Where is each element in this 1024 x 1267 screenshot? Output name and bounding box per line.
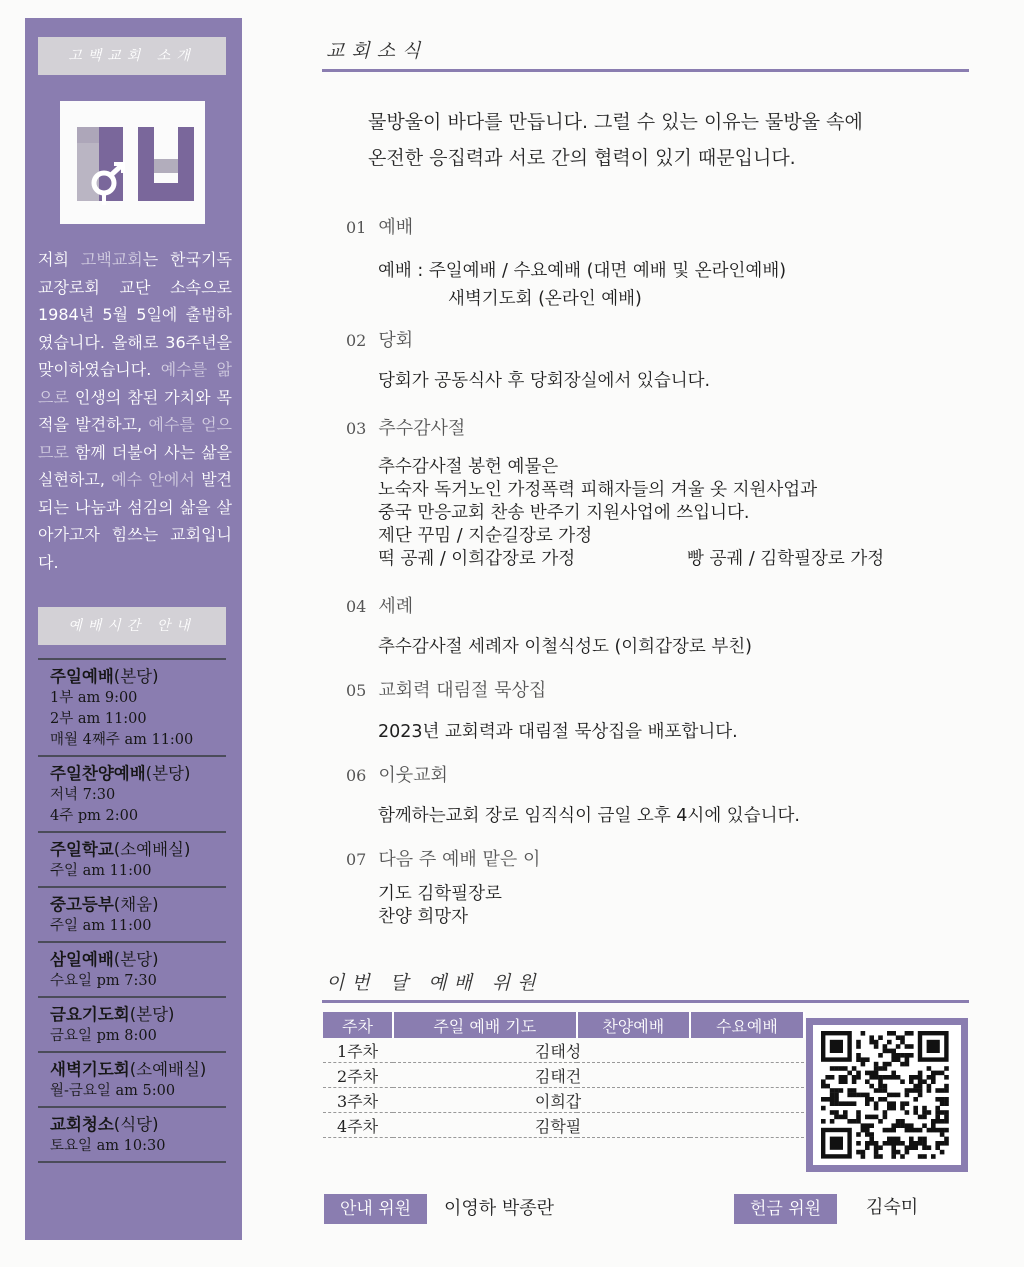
news-item-body bbox=[378, 802, 800, 830]
schedule-item-title bbox=[50, 894, 226, 916]
news-item-title: 세례 bbox=[378, 596, 414, 617]
schedule-item bbox=[38, 658, 226, 755]
news-item-number: 07 bbox=[346, 850, 367, 869]
news-item-number: 04 bbox=[346, 597, 367, 616]
qr-code-icon[interactable] bbox=[813, 1025, 961, 1165]
schedule-item-time: 토요일 am 10:30 bbox=[50, 1138, 166, 1154]
news-item-line: 찬양 희망자 bbox=[378, 907, 469, 927]
schedule-item bbox=[38, 941, 226, 996]
news-item-number: 01 bbox=[346, 218, 367, 237]
news-item-number: 02 bbox=[346, 331, 367, 350]
news-item-title: 예배 bbox=[378, 217, 414, 238]
news-item-title: 이웃교회 bbox=[378, 765, 448, 786]
news-item-title: 다음 주 예배 맡은 이 bbox=[378, 849, 541, 870]
table-row bbox=[323, 1038, 804, 1063]
news-item-line: 추수감사절 봉헌 예물은 bbox=[378, 457, 559, 477]
sidebar bbox=[25, 18, 242, 1240]
news-item-number: 06 bbox=[346, 766, 367, 785]
table-row bbox=[323, 1063, 804, 1088]
schedule-item-place: (채움) bbox=[113, 895, 159, 914]
schedule-item-time: 4주 pm 2:00 bbox=[50, 808, 139, 824]
offering-label: 헌금 위원 bbox=[734, 1194, 837, 1224]
schedule-item-name: 중고등부 bbox=[50, 895, 114, 914]
news-item-line: 중국 만응교회 찬송 반주기 지원사업에 쓰입니다. bbox=[378, 503, 750, 523]
schedule-heading: 예배시간 안내 bbox=[38, 607, 226, 645]
guide-label: 안내 위원 bbox=[324, 1194, 427, 1224]
schedule-item bbox=[38, 1106, 226, 1161]
news-item-line: 새벽기도회 (온라인 예배) bbox=[448, 289, 642, 309]
schedule-item-place: (본당) bbox=[113, 667, 159, 686]
news-item-body bbox=[378, 367, 710, 395]
news-item-number: 03 bbox=[346, 419, 367, 438]
schedule-item-place: (소예배실) bbox=[129, 1060, 207, 1079]
church-intro-text bbox=[38, 246, 232, 576]
news-item-heading bbox=[346, 592, 413, 618]
news-item-title: 교회력 대림절 묵상집 bbox=[378, 680, 547, 701]
news-title: 교회소식 bbox=[326, 40, 428, 62]
news-item-line: 제단 꾸밈 / 지순길장로 가정 bbox=[378, 526, 593, 546]
prayer-cell: 김학필 bbox=[393, 1113, 804, 1138]
schedule-item-time: 주일 am 11:00 bbox=[50, 918, 152, 934]
schedule-item-title bbox=[50, 1114, 226, 1136]
schedule-item bbox=[38, 831, 226, 886]
duty-title: 이번 달 예배 위원 bbox=[326, 972, 543, 994]
col-sunday-prayer: 주일 예배 기도 bbox=[393, 1012, 577, 1038]
schedule-item-place: (본당) bbox=[145, 764, 191, 783]
worship-schedule bbox=[38, 658, 226, 1163]
schedule-item-time: 수요일 pm 7:30 bbox=[50, 973, 157, 989]
intro-text: 는 한국기독교장로회 교단 소속으로 1984년 5월 5일에 출범하였습니다. 올해로 36주년을 맞이하였습니다. bbox=[38, 250, 232, 379]
news-item-title: 당회 bbox=[378, 330, 414, 351]
intro-heading: 고백교회 소개 bbox=[38, 37, 226, 75]
intro-text: 저희 bbox=[38, 250, 81, 269]
schedule-item-name: 금요기도회 bbox=[50, 1005, 130, 1024]
news-item-heading bbox=[346, 761, 448, 787]
schedule-item-time: 1부 am 9:00 bbox=[50, 690, 138, 706]
schedule-item-name: 삼일예배 bbox=[50, 950, 114, 969]
offering-names: 김숙미 bbox=[866, 1197, 919, 1218]
schedule-item-place: (식당) bbox=[113, 1115, 159, 1134]
duty-table-header bbox=[323, 1012, 804, 1038]
intro-highlight: 예수를 얻으므로 bbox=[38, 415, 232, 462]
schedule-item bbox=[38, 1051, 226, 1106]
church-logo-icon bbox=[60, 101, 205, 224]
schedule-item-time: 월-금요일 am 5:00 bbox=[50, 1083, 176, 1099]
news-title-rule bbox=[322, 69, 969, 72]
news-item-line: 당회가 공동식사 후 당회장실에서 있습니다. bbox=[378, 371, 711, 391]
news-item-heading bbox=[346, 326, 413, 352]
news-item-line: 예배 : 주일예배 / 수요예배 (대면 예배 및 온라인예배) bbox=[378, 261, 787, 281]
intro-highlight: 예수 안에서 bbox=[111, 470, 195, 489]
guide-names: 이영하 박종란 bbox=[444, 1198, 555, 1219]
intro-text: 발견되는 나눔과 섬김의 삶을 살아가고자 힘쓰는 교회입니다. bbox=[38, 470, 233, 572]
prayer-cell: 김태건 bbox=[393, 1063, 804, 1088]
schedule-item bbox=[38, 886, 226, 941]
news-lead bbox=[368, 104, 928, 176]
schedule-item-time: 주일 am 11:00 bbox=[50, 863, 152, 879]
schedule-end-rule bbox=[38, 1161, 226, 1163]
news-item-body bbox=[378, 718, 738, 746]
news-item-line-extra: 빵 공궤 / 김학필장로 가정 bbox=[687, 549, 885, 569]
schedule-item-name: 주일예배 bbox=[50, 667, 114, 686]
news-item-line: 기도 김학필장로 bbox=[378, 884, 502, 904]
lead-line: 온전한 응집력과 서로 간의 협력이 있기 때문입니다. bbox=[368, 147, 796, 169]
schedule-item-name: 교회청소 bbox=[50, 1115, 114, 1134]
duty-title-rule bbox=[322, 1000, 969, 1003]
schedule-item-place: (본당) bbox=[113, 950, 159, 969]
news-item-line: 함께하는교회 장로 임직식이 금일 오후 4시에 있습니다. bbox=[378, 806, 800, 826]
week-cell: 4주차 bbox=[323, 1113, 393, 1138]
schedule-item-time: 금요일 pm 8:00 bbox=[50, 1028, 157, 1044]
table-row bbox=[323, 1088, 804, 1113]
schedule-item-title bbox=[50, 666, 226, 688]
col-wednesday: 수요예배 bbox=[690, 1012, 804, 1038]
news-item-heading bbox=[346, 213, 413, 239]
prayer-cell: 이희갑 bbox=[393, 1088, 804, 1113]
schedule-item-title bbox=[50, 763, 226, 785]
news-item-line: 떡 공궤 / 이희갑장로 가정 bbox=[378, 549, 576, 569]
schedule-item-name: 새벽기도회 bbox=[50, 1060, 130, 1079]
news-item-heading bbox=[346, 414, 465, 440]
schedule-item-title bbox=[50, 1004, 226, 1026]
schedule-item-name: 주일학교 bbox=[50, 840, 114, 859]
table-row bbox=[323, 1113, 804, 1138]
schedule-item-title bbox=[50, 949, 226, 971]
intro-text: 인생의 참된 가치와 목적을 발견하고, bbox=[38, 387, 232, 434]
schedule-item-title bbox=[50, 839, 226, 861]
news-item-heading bbox=[346, 676, 546, 702]
news-item-body bbox=[378, 633, 752, 661]
intro-highlight: 고백교회 bbox=[80, 250, 143, 269]
week-cell: 3주차 bbox=[323, 1088, 393, 1113]
schedule-item-time: 저녁 7:30 bbox=[50, 787, 116, 803]
schedule-item bbox=[38, 996, 226, 1051]
schedule-item bbox=[38, 755, 226, 831]
schedule-item-place: (본당) bbox=[129, 1005, 175, 1024]
news-item-line: 2023년 교회력과 대림절 묵상집을 배포합니다. bbox=[378, 722, 738, 742]
schedule-item-time: 매월 4째주 am 11:00 bbox=[50, 732, 194, 748]
col-praise: 찬양예배 bbox=[577, 1012, 690, 1038]
duty-table bbox=[323, 1012, 805, 1138]
news-item-heading bbox=[346, 845, 540, 871]
schedule-item-time: 2부 am 11:00 bbox=[50, 711, 147, 727]
news-item-line: 추수감사절 세례자 이철식성도 (이희갑장로 부친) bbox=[378, 637, 753, 657]
lead-line: 물방울이 바다를 만듭니다. 그럴 수 있는 이유는 물방울 속에 bbox=[368, 111, 863, 133]
week-cell: 1주차 bbox=[323, 1038, 393, 1063]
qr-code-frame bbox=[806, 1018, 968, 1172]
news-item-number: 05 bbox=[346, 681, 367, 700]
schedule-item-place: (소예배실) bbox=[113, 840, 191, 859]
col-week: 주차 bbox=[323, 1012, 393, 1038]
news-item-line: 노숙자 독거노인 가정폭력 피해자들의 겨울 옷 지원사업과 bbox=[378, 480, 818, 500]
news-item-body bbox=[378, 257, 786, 313]
news-item-title: 추수감사절 bbox=[378, 418, 466, 439]
prayer-cell: 김태성 bbox=[393, 1038, 804, 1063]
news-item-body bbox=[378, 883, 502, 929]
week-cell: 2주차 bbox=[323, 1063, 393, 1088]
intro-highlight: 예수를 앎으로 bbox=[38, 360, 232, 407]
intro-text: 함께 더불어 사는 삶을 실현하고, bbox=[38, 442, 232, 489]
schedule-item-title bbox=[50, 1059, 226, 1081]
schedule-item-name: 주일찬양예배 bbox=[50, 764, 146, 783]
